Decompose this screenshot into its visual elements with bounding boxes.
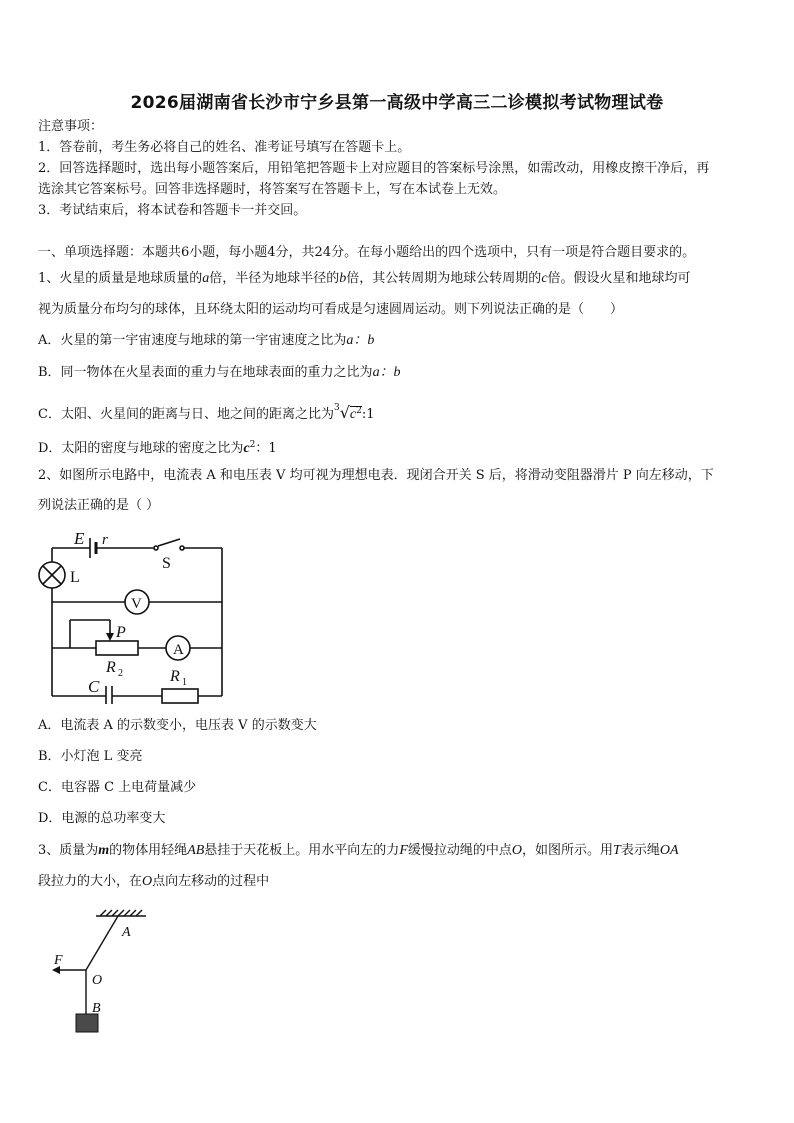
q3-text-3: 悬挂于天花板上。用水平向左的力 xyxy=(204,843,400,858)
label-b: B xyxy=(92,1001,101,1016)
rheostat-r2 xyxy=(96,641,138,655)
q3-var-o: O xyxy=(511,843,523,858)
q1-option-c-text: C．太阳、火星间的距离与日、地之间的距离之比为 xyxy=(38,407,334,422)
q3-text-6: 表示绳 xyxy=(620,843,660,858)
q1-stem-line-1 xyxy=(38,270,760,288)
ceiling-hatch xyxy=(130,910,136,916)
cube-root-index: 3 xyxy=(333,403,340,413)
resistor-r1 xyxy=(162,689,198,703)
label-r2-sub: 2 xyxy=(118,668,123,679)
q3-var-oa: OA xyxy=(659,843,679,858)
q1-text-1: 1、火星的质量是地球质量的 xyxy=(38,271,203,286)
q1-var-b: b xyxy=(339,271,347,286)
q1-option-d-value: c xyxy=(243,441,250,456)
q2-stem-line-1: 2、如图所示电路中，电流表 A 和电压表 V 均可视为理想电表．现闭合开关 S 后，将滑动变阻器滑片 P 向左移动，下 xyxy=(38,468,714,483)
label-a: A xyxy=(122,925,131,940)
rope-oa xyxy=(86,916,118,970)
q1-var-c: c xyxy=(541,271,548,286)
q1-option-c-value: c xyxy=(349,407,357,422)
label-c: C xyxy=(88,677,100,696)
q1-option-d-exponent: 2 xyxy=(249,440,256,450)
ceiling-hatch xyxy=(136,910,142,916)
hanging-block xyxy=(76,1014,98,1032)
switch-contact xyxy=(180,546,184,550)
notes-heading: 注意事项： xyxy=(38,119,104,134)
label-o: O xyxy=(92,973,103,988)
q1-option-a-text: A．火星的第一宇宙速度与地球的第一宇宙速度之比为 xyxy=(38,333,347,348)
q1-option-c xyxy=(38,399,760,424)
label-p: P xyxy=(116,624,126,641)
circuit-diagram xyxy=(30,526,240,704)
q1-text-2: 倍，半径为地球半径的 xyxy=(209,271,340,286)
q3-text-4: 缓慢拉动绳的中点 xyxy=(407,843,512,858)
q2-stem-line-2: 列说法正确的是（ ） xyxy=(38,498,160,513)
rope-diagram xyxy=(46,906,156,1036)
label-r1-sub: 1 xyxy=(182,677,187,688)
ceiling-hatch xyxy=(100,910,106,916)
note-item-3: 3．考试结束后，将本试卷和答题卡一并交回。 xyxy=(38,203,307,218)
q3-text-5: ，如图所示。用 xyxy=(522,843,614,858)
q1-option-b xyxy=(38,364,760,382)
label-e: E xyxy=(74,529,85,548)
q1-option-c-exponent: 2 xyxy=(356,406,362,416)
label-f: F xyxy=(54,953,63,968)
q3-stem-line-2 xyxy=(38,873,760,891)
ceiling-hatch xyxy=(112,910,118,916)
note-item-2-cont: 选涂其它答案标号。回答非选择题时，将答案写在答题卡上，写在本试卷上无效。 xyxy=(38,182,507,197)
q3-var-f: F xyxy=(399,843,408,858)
q2-option-c: C．电容器 C 上电荷量减少 xyxy=(38,780,197,795)
q2-option-d: D．电源的总功率变大 xyxy=(38,811,166,826)
q2-option-b: B．小灯泡 L 变亮 xyxy=(38,749,143,764)
section-heading: 一、单项选择题：本题共6小题，每小题4分，共24分。在每小题给出的四个选项中，只有一项是符合题目要求的。 xyxy=(38,245,696,260)
q1-option-d xyxy=(38,436,760,458)
q3-stem-line-1 xyxy=(38,842,760,860)
q3-var-m: m xyxy=(98,843,110,858)
ceiling-hatch xyxy=(106,910,112,916)
q1-text-3: 倍，其公转周期为地球公转周期的 xyxy=(346,271,542,286)
q3-var-ab: AB xyxy=(187,843,205,858)
q3-text-1: 3、质量为 xyxy=(38,843,99,858)
note-item-1: 1．答卷前，考生务必将自己的姓名、准考证号填写在答题卡上。 xyxy=(38,140,411,155)
label-v: V xyxy=(131,596,142,612)
q3-var-o-2: O xyxy=(142,874,153,889)
q1-option-d-tail: ：1 xyxy=(255,441,277,456)
q2-option-a: A．电流表 A 的示数变小，电压表 V 的示数变大 xyxy=(38,718,317,733)
q1-option-b-text: B．同一物体在火星表面的重力与在地球表面的重力之比为 xyxy=(38,365,373,380)
label-s: S xyxy=(162,555,171,572)
ceiling-hatch xyxy=(124,910,130,916)
ceiling-hatch xyxy=(118,910,124,916)
radicand xyxy=(350,406,362,422)
note-item-2: 2．回答选择题时，选出每小题答案后，用铅笔把答题卡上对应题目的答案标号涂黑，如需改动，用橡皮擦干净后，再 xyxy=(38,161,710,176)
label-a: A xyxy=(173,642,184,658)
page-title: 2026届湖南省长沙市宁乡县第一高级中学高三二诊模拟考试物理试卷 xyxy=(130,93,664,113)
q1-option-b-value: a：b xyxy=(372,365,401,380)
q1-option-d-text: D．太阳的密度与地球的密度之比为 xyxy=(38,441,244,456)
q3-var-t: T xyxy=(613,843,621,858)
q1-option-c-tail: :1 xyxy=(361,407,375,422)
switch-blade xyxy=(158,539,180,546)
label-r1: R xyxy=(170,668,180,685)
q1-text-4: 倍。假设火星和地球均可 xyxy=(547,271,691,286)
q1-var-a: a xyxy=(202,271,210,286)
q3-text-2: 的物体用轻绳 xyxy=(109,843,188,858)
slider-arrow-icon xyxy=(106,633,114,641)
radical-sign: √ xyxy=(339,403,350,422)
label-r2: R xyxy=(106,659,116,676)
q1-stem-line-2: 视为质量分布均匀的球体，且环绕太阳的运动均可看成是匀速圆周运动。则下列说法正确的是（ ） xyxy=(38,302,624,317)
q3-text-7: 段拉力的大小，在 xyxy=(38,874,143,889)
q3-text-8: 点向左移动的过程中 xyxy=(152,874,270,889)
q1-option-a xyxy=(38,332,760,350)
label-l: L xyxy=(70,569,80,586)
switch-contact xyxy=(154,546,158,550)
q1-option-a-value: a：b xyxy=(346,333,375,348)
label-r: r xyxy=(102,532,108,548)
